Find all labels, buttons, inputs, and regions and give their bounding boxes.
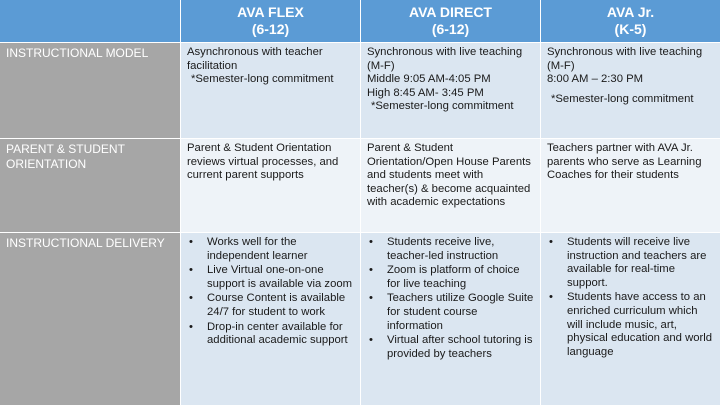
model-flex-line: Asynchronous with teacher facilitation	[187, 46, 323, 72]
header-corner	[0, 0, 180, 42]
header-ava-jr	[540, 0, 720, 42]
list-item	[187, 292, 355, 319]
model-jr-line: *Semester-long commitment	[551, 92, 694, 105]
list-item	[367, 236, 535, 263]
model-flex-line: *Semester-long commitment	[191, 73, 334, 86]
header-ava-direct-name: AVA DIRECT	[409, 4, 492, 20]
cell-orientation-jr: Teachers partner with AVA Jr. parents who serve as Learning Coaches for their students	[540, 138, 720, 232]
bullet-icon: •	[549, 291, 553, 304]
row-label-orientation: PARENT & STUDENT ORIENTATION	[0, 138, 180, 232]
bullet-icon: •	[369, 292, 373, 305]
model-direct-line: *Semester-long commitment	[371, 100, 514, 113]
cell-orientation-flex: Parent & Student Orientation reviews virtual processes, and current parent supports	[180, 138, 360, 232]
list-item	[367, 264, 535, 291]
list-item-text: Course Content is available 24/7 for student to work	[207, 292, 346, 318]
model-jr-line: 8:00 AM – 2:30 PM	[547, 73, 644, 86]
bullet-icon: •	[369, 264, 373, 277]
model-direct-line: Synchronous with live teaching (M-F)	[367, 46, 523, 72]
delivery-direct-list	[367, 236, 535, 361]
cell-delivery-direct	[360, 232, 540, 405]
list-item-text: Students have access to an enriched curriculum which will include music, art, physical education and world language	[567, 291, 713, 358]
list-item-text: Teachers utilize Google Suite for student course information	[387, 292, 534, 332]
list-item-text: Virtual after school tutoring is provided by teachers	[387, 334, 533, 360]
bullet-icon: •	[369, 236, 373, 248]
list-item	[187, 236, 355, 263]
delivery-jr-list	[547, 236, 715, 359]
header-ava-flex-name: AVA FLEX	[237, 4, 304, 20]
cell-model-flex	[180, 42, 360, 138]
header-ava-jr-name: AVA Jr.	[606, 4, 655, 20]
model-direct-line: High 8:45 AM- 3:45 PM	[367, 86, 484, 99]
header-ava-jr-grades: (K-5)	[614, 21, 647, 37]
list-item	[367, 292, 535, 333]
list-item-text: Drop-in center available for additional academic support	[207, 320, 348, 347]
row-label-instructional-model: INSTRUCTIONAL MODEL	[0, 42, 180, 138]
list-item	[187, 321, 355, 348]
header-ava-direct	[360, 0, 540, 42]
list-item	[547, 291, 715, 359]
list-item-text: Live Virtual one-on-one support is available via zoom	[207, 264, 353, 290]
list-item-text: Students receive live, teacher-led instruction	[387, 236, 499, 262]
bullet-icon: •	[189, 292, 193, 305]
bullet-icon: •	[189, 264, 193, 277]
cell-model-jr	[540, 42, 720, 138]
cell-model-direct	[360, 42, 540, 138]
cell-orientation-direct: Parent & Student Orientation/Open House Parents and students meet with teacher(s) & become acquainted with academic expectations	[360, 138, 540, 232]
cell-delivery-flex	[180, 232, 360, 405]
list-item	[547, 236, 715, 290]
bullet-icon: •	[549, 236, 553, 248]
list-item-text: Works well for the independent learner	[207, 236, 308, 262]
cell-delivery-jr	[540, 232, 720, 405]
header-ava-flex	[180, 0, 360, 42]
header-ava-direct-grades: (6-12)	[431, 21, 470, 37]
model-direct-line: Middle 9:05 AM-4:05 PM	[367, 73, 491, 86]
model-jr-line: Synchronous with live teaching (M-F)	[547, 46, 703, 72]
header-ava-flex-grades: (6-12)	[251, 21, 290, 37]
list-item	[187, 264, 355, 291]
list-item-text: Zoom is platform of choice for live teaching	[387, 264, 520, 290]
bullet-icon: •	[189, 236, 193, 248]
row-label-instructional-delivery: INSTRUCTIONAL DELIVERY	[0, 232, 180, 405]
list-item	[367, 334, 535, 361]
bullet-icon: •	[189, 320, 193, 333]
delivery-flex-list	[187, 236, 355, 348]
bullet-icon: •	[369, 334, 373, 347]
list-item-text: Students will receive live instruction and teachers are available for real-time support.	[567, 236, 707, 289]
